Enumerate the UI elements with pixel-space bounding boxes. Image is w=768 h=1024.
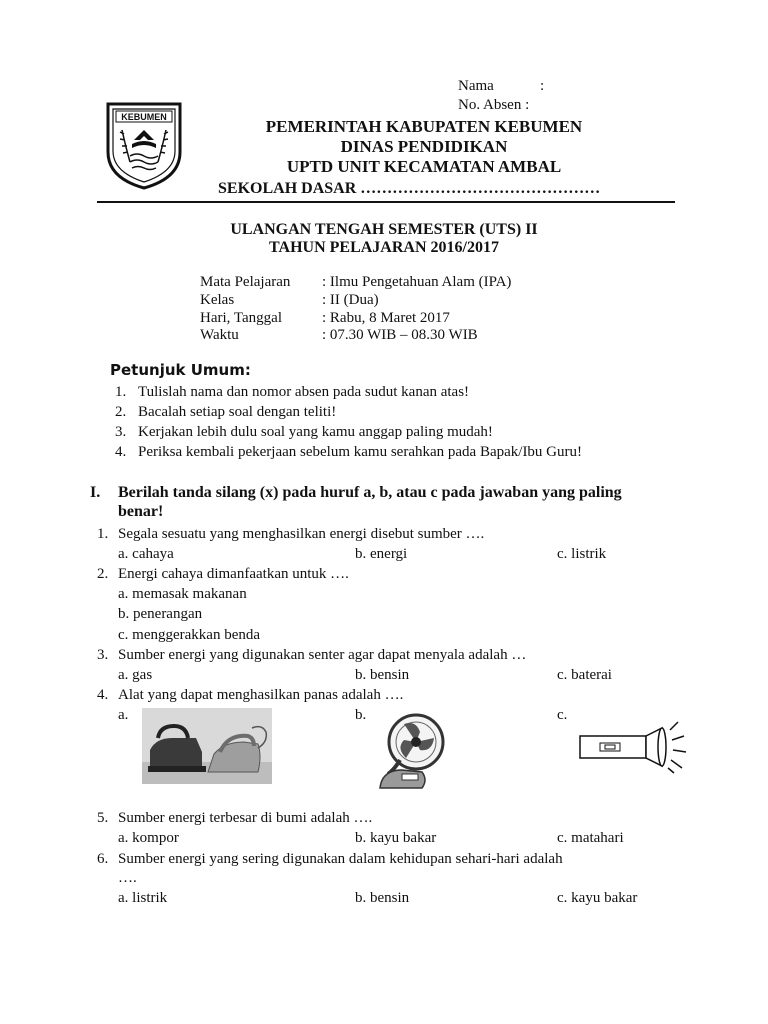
option-c: c. baterai: [557, 667, 612, 683]
instruction-num: 2.: [115, 404, 127, 420]
section-number: I.: [90, 484, 101, 501]
info-label: Kelas: [200, 292, 235, 308]
option-b: b. penerangan: [118, 606, 203, 622]
info-value: : Rabu, 8 Maret 2017: [322, 310, 450, 326]
option-c: c.: [557, 707, 568, 723]
header-line1: PEMERINTAH KABUPATEN KEBUMEN: [265, 117, 583, 136]
info-value: : Ilmu Pengetahuan Alam (IPA): [322, 274, 512, 290]
header-line4: SEKOLAH DASAR ………………………………………: [218, 180, 601, 197]
question-text: Energi cahaya dimanfaatkan untuk ….: [118, 566, 349, 582]
question-number: 6.: [97, 851, 109, 867]
option-c: c. kayu bakar: [557, 890, 638, 906]
instructions-heading: Petunjuk Umum:: [110, 361, 251, 379]
section-instruction: Berilah tanda silang (x) pada huruf a, b, atau c pada jawaban yang paling: [118, 484, 622, 501]
option-c: c. menggerakkan benda: [118, 627, 261, 643]
instruction-num: 3.: [115, 424, 127, 440]
question-text-cont: ….: [118, 870, 137, 886]
header-line3: UPTD UNIT KECAMATAN AMBAL: [286, 157, 562, 176]
info-label: Waktu: [200, 327, 239, 343]
option-a: a. listrik: [118, 890, 168, 906]
info-label: Mata Pelajaran: [200, 274, 291, 290]
question-number: 5.: [97, 810, 109, 826]
instruction-num: 4.: [115, 444, 127, 460]
header-line2: DINAS PENDIDIKAN: [340, 137, 508, 156]
name-colon: :: [540, 78, 545, 94]
option-a: a. memasak makanan: [118, 586, 247, 602]
electric-fan-picture-icon: [372, 708, 458, 794]
instruction-text: Tulislah nama dan nomor absen pada sudut kanan atas!: [138, 384, 470, 400]
name-label: Nama: [458, 78, 494, 94]
info-value: : II (Dua): [322, 292, 379, 308]
option-a: a. kompor: [118, 830, 179, 846]
option-b: b. bensin: [355, 667, 410, 683]
question-number: 2.: [97, 566, 109, 582]
question-number: 3.: [97, 647, 109, 663]
question-text: Sumber energi yang digunakan senter agar dapat menyala adalah …: [118, 647, 527, 663]
absen-label: No. Absen :: [458, 97, 530, 113]
option-b: b. kayu bakar: [355, 830, 437, 846]
option-a: a. cahaya: [118, 546, 174, 562]
irons-picture-icon: [142, 708, 272, 784]
instruction-num: 1.: [115, 384, 127, 400]
option-a: a. gas: [118, 667, 153, 683]
instruction-text: Bacalah setiap soal dengan teliti!: [138, 404, 337, 420]
exam-title2: TAHUN PELAJARAN 2016/2017: [269, 239, 499, 256]
question-text: Sumber energi yang sering digunakan dalam kehidupan sehari-hari adalah: [118, 851, 563, 867]
logo-text: KEBUMEN: [121, 112, 167, 122]
option-c: c. matahari: [557, 830, 624, 846]
header-rule: [97, 201, 675, 203]
flashlight-picture-icon: [578, 718, 690, 774]
option-a: a.: [118, 707, 129, 723]
option-b: b. energi: [355, 546, 408, 562]
question-text: Sumber energi terbesar di bumi adalah ….: [118, 810, 373, 826]
question-number: 4.: [97, 687, 109, 703]
section-instruction-cont: benar!: [118, 503, 164, 520]
exam-title1: ULANGAN TENGAH SEMESTER (UTS) II: [230, 221, 538, 238]
info-label: Hari, Tanggal: [200, 310, 282, 326]
question-text: Alat yang dapat menghasilkan panas adalah ….: [118, 687, 404, 703]
option-c: c. listrik: [557, 546, 607, 562]
instruction-text: Periksa kembali pekerjaan sebelum kamu serahkan pada Bapak/Ibu Guru!: [138, 444, 583, 460]
option-b: b. bensin: [355, 890, 410, 906]
question-text: Segala sesuatu yang menghasilkan energi disebut sumber ….: [118, 526, 485, 542]
info-value: : 07.30 WIB – 08.30 WIB: [322, 327, 478, 343]
instruction-text: Kerjakan lebih dulu soal yang kamu anggap paling mudah!: [138, 424, 493, 440]
question-number: 1.: [97, 526, 109, 542]
option-b: b.: [355, 707, 367, 723]
